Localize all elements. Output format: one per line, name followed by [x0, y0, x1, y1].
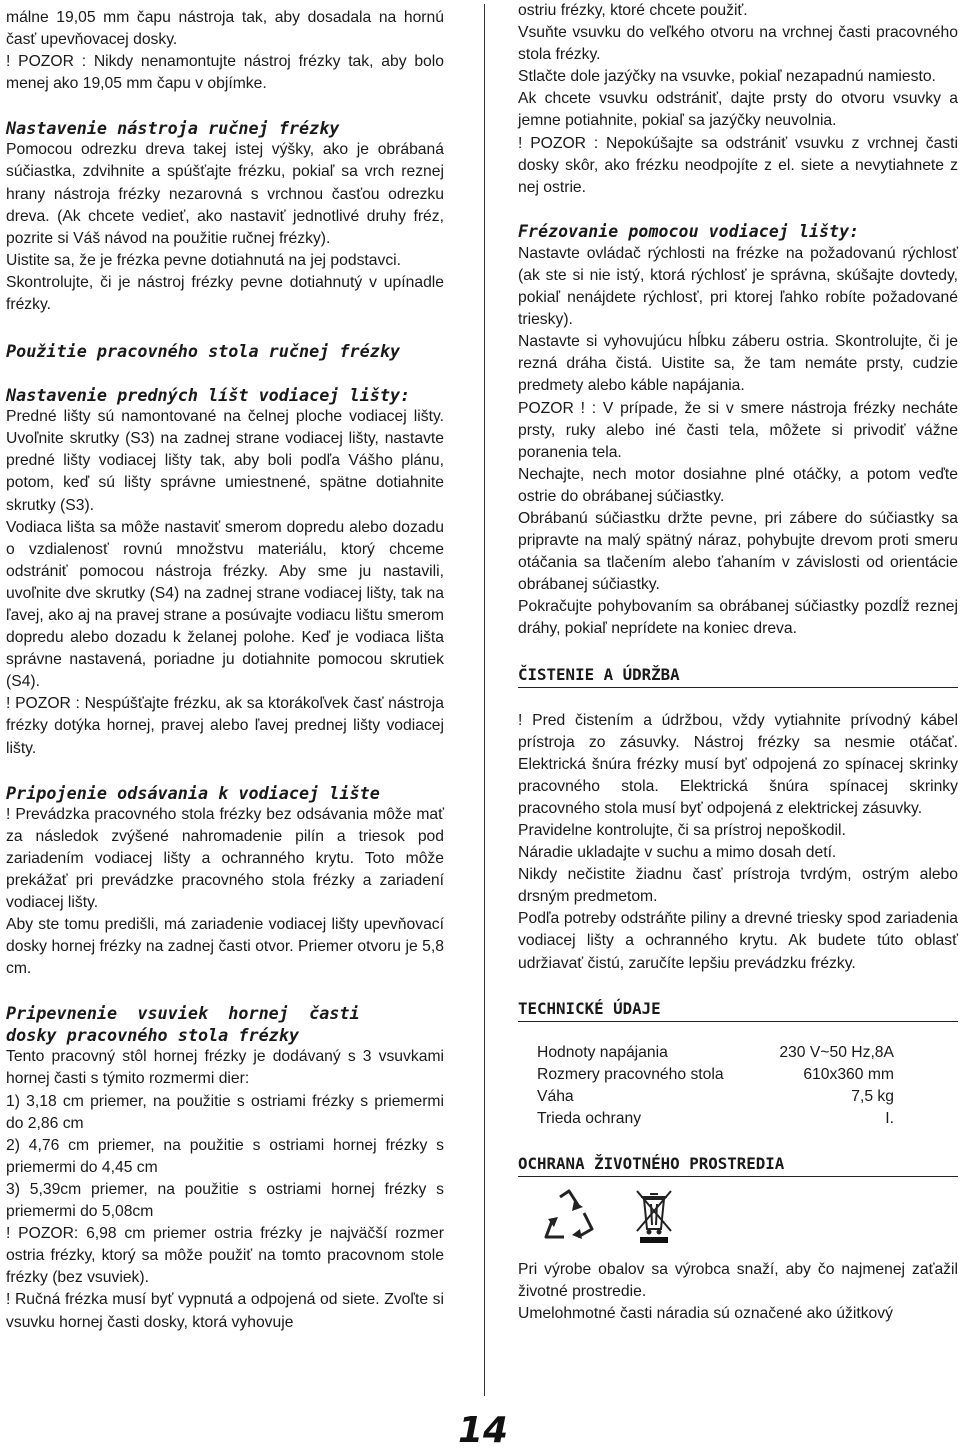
spec-label: Hodnoty napájania — [537, 1043, 668, 1061]
paragraph: Uistite sa, že je frézka pevne dotiahnutá na jej podstavci. — [6, 251, 402, 269]
section-title: Frézovanie pomocou vodiacej lišty: — [518, 221, 860, 241]
spec-table — [537, 1042, 894, 1130]
spec-value: 610x360 mm — [803, 1065, 894, 1083]
right-column — [518, 0, 958, 1325]
paragraph: Aby ste tomu predišli, má zariadenie vodiacej lišty upevňovací dosky hornej frézky na zadnej časti otvor. Priemer otvoru je 5,8 cm. — [6, 916, 444, 978]
section-title: ČISTENIE A ÚDRŽBA — [518, 665, 958, 688]
spec-value: I. — [885, 1109, 894, 1127]
section-dust-extraction — [6, 782, 444, 981]
intro-block — [6, 0, 444, 95]
paragraph: Stlačte dole jazýčky na vsuvke, pokiaľ nezapadnú namiesto. — [518, 68, 936, 86]
recycle-icon — [538, 1187, 600, 1245]
paragraph: Ak chcete vsuvku odstrániť, dajte prsty do otvoru vsuvky a jemne potiahnite, pokiaľ sa jazýčky neuvolnia. — [518, 90, 958, 130]
spec-value: 7,5 kg — [851, 1087, 894, 1105]
paragraph: Skontrolujte, či je nástroj frézky pevne dotiahnutý v upínadle frézky. — [6, 273, 444, 314]
paragraph: Vsuňte vsuvku do veľkého otvoru na vrchnej časti pracovného stola frézky. — [518, 24, 958, 64]
table-row — [537, 1064, 894, 1086]
paragraph: Obrábanú súčiastku držte pevne, pri zábere do súčiastky sa pripravte na malý spätný náraz, pohybujte drevom proti smeru otáčania sa tlačením alebo ťahaním v závislosti od orientácie obrábanej súčiastky. — [518, 509, 958, 594]
paragraph: POZOR ! : V prípade, že si v smere nástroja frézky necháte prsty, ruky alebo iné časti tela, môžete si privodiť vážne poranenia tela. — [518, 399, 958, 461]
intro-warning: ! POZOR : Nikdy nenamontujte nástroj frézky tak, aby bolo menej ako 19,05 mm čapu v objímke. — [6, 53, 444, 93]
section-cleaning — [518, 665, 958, 975]
paragraph: 3) 5,39cm priemer, na použitie s ostriami hornej frézky s priemermi do 5,08cm — [6, 1180, 444, 1221]
paragraph: ! POZOR : Nepokúšajte sa odstrániť vsuvku z vrchnej časti dosky skôr, ako frézku neodpojíte z el. siete a nevytiahnete z nej ostrie. — [518, 134, 958, 196]
paragraph: Pokračujte pohybovaním sa obrábanej súčiastky pozdĺž reznej dráhy, pokiaľ neprídete na koniec dreva. — [518, 598, 958, 638]
page-number: 14 — [458, 1410, 509, 1451]
paragraph: 2) 4,76 cm priemer, na použitie s ostriami hornej frézky s priemermi do 4,45 cm — [6, 1136, 444, 1176]
paragraph: Predné lišty sú namontované na čelnej ploche vodiacej lišty. Uvoľnite skrutky (S3) na zadnej strane vodiacej lišty, nastavte predné lišty vodiacej lišty tak, aby boli podľa Vášho plánu, potom, keď sú lišty správne umiestnené, spätne dotiahnite skrutky (S3). — [6, 408, 444, 514]
paragraph: ! Prevádzka pracovného stola frézky bez odsávania môže mať za následok zvýšené nahromadenie pilín a triesok pod zariadením vodiacej lišty a ochranného krytu. Toto môže prekážať pri prevádzke pracovného stola frézky a zariadení vodiacej lišty. — [6, 805, 444, 911]
section-title: Pripojenie odsávania k vodiacej lište — [6, 782, 380, 803]
spec-value: 230 V~50 Hz,8A — [779, 1043, 894, 1061]
section-title: OCHRANA ŽIVOTNÉHO PROSTREDIA — [518, 1154, 958, 1177]
section-title: TECHNICKÉ ÚDAJE — [518, 999, 958, 1022]
env-icons — [538, 1187, 958, 1245]
section-tool-setup — [6, 117, 444, 316]
table-row — [537, 1108, 894, 1130]
paragraph: Náradie ukladajte v suchu a mimo dosah detí. — [518, 844, 837, 862]
section-title-line2: dosky pracovného stola frézky — [6, 1025, 299, 1046]
paragraph: Podľa potreby odstráňte piliny a drevné triesky spod zariadenia vodiacej lišty a ochranného krytu. Ak budete túto oblasť udržiavať čistú, zaručíte lepšiu prevádzku frézky. — [518, 910, 958, 972]
paragraph: Pri výrobe obalov sa výrobca snaží, aby čo najmenej zaťažil životné prostredie. — [518, 1261, 958, 1301]
section-title: Nastavenie nástroja ručnej frézky — [6, 118, 340, 139]
paragraph: ! Pred čistením a údržbou, vždy vytiahnite prívodný kábel prístroja zo zásuvky. Nástroj frézky sa nesmie otáčať. Elektrická šnúra frézky musí byť odpojená zo spínacej skrinky pracovného stola. Elektrická šnúra spínacej skrinky pracovného stola musí byť odpojená z elektrickej zásuvky. — [518, 711, 958, 817]
spec-label: Váha — [537, 1087, 574, 1105]
left-column — [6, 0, 444, 1334]
paragraph: Nastavte ovládač rýchlosti na frézke na požadovanú rýchlosť (ak ste si nie istý, ktorá rýchlosť je správna, skúšajte dovtedy, pokiaľ nenájdete rýchlosť, pri ktorej ľahko robíte požadované triesky). — [518, 244, 958, 329]
paragraph: Pravidelne kontrolujte, či sa prístroj nepoškodil. — [518, 822, 846, 839]
section-table-use — [6, 340, 444, 362]
spec-label: Rozmery pracovného stola — [537, 1065, 724, 1083]
section-inserts — [6, 1002, 444, 1333]
section-environment — [518, 1154, 958, 1325]
paragraph: ! Ručná frézka musí byť vypnutá a odpojená od siete. Zvoľte si vsuvku hornej časti dosky, ktorá vyhovuje — [6, 1291, 444, 1331]
intro-para: málne 19,05 mm čapu nástroja tak, aby dosadala na hornú časť upevňovacej dosky. — [6, 9, 444, 49]
table-row — [537, 1086, 894, 1108]
section-front-rails — [6, 384, 444, 760]
column-divider — [484, 4, 485, 1396]
continued-block — [518, 0, 958, 199]
section-title-line1: Pripevnenie vsuviek hornej časti — [6, 1003, 360, 1024]
paragraph: Vodiaca lišta sa môže nastaviť smerom dopredu alebo dozadu o vzdialenosť rovnú množstvu materiálu, ktorý chceme odstrániť pomocou nástroja frézky. Aby sme ju nastavili, uvoľnite dve skrutky (S4) na zadnej strane vodiacej lišty, tak na ľavej, ako aj na pravej strane a posúvajte vodiacu lištu smerom dopredu alebo dozadu k želanej polohe. Keď je vodiaca lišta správne nastavená, poriadne ju dotiahnite pomocou skrutiek (S4). — [6, 518, 444, 691]
paragraph: ostriu frézky, ktoré chcete použiť. — [518, 2, 748, 19]
paragraph: Nastavte si vyhovujúcu hĺbku záberu ostria. Skontrolujte, či je rezná dráha čistá. Uistite sa, že tam nemáte prsty, cudzie predmety alebo káble napájania. — [518, 333, 958, 395]
section-title: Nastavenie predných líšt vodiacej lišty: — [6, 385, 411, 406]
paragraph: Nechajte, nech motor dosiahne plné otáčky, a potom veďte ostrie do obrábanej súčiastky. — [518, 465, 958, 505]
section-title: Použitie pracovného stola ručnej frézky — [6, 341, 401, 362]
paragraph: Nikdy nečistite žiadnu časť prístroja tvrdým, ostrým alebo drsným predmetom. — [518, 866, 958, 906]
paragraph: ! POZOR: 6,98 cm priemer ostria frézky je najväčší rozmer ostria frézky, ktorý sa môže použiť na tomto pracovnom stole frézky (bez vsuviek). — [6, 1225, 444, 1287]
spec-label: Trieda ochrany — [537, 1109, 642, 1127]
paragraph: 1) 3,18 cm priemer, na použitie s ostriami frézky s priemermi do 2,86 cm — [6, 1092, 444, 1132]
paragraph: Umelohmotné časti náradia sú označené ako úžitkový — [518, 1305, 893, 1323]
section-milling — [518, 221, 958, 641]
section-technical-data — [518, 999, 958, 1130]
paragraph: Pomocou odrezku dreva takej istej výšky, ako je obrábaná súčiastka, zdvihnite a spúšťajte frézku, pokiaľ sa vrch reznej hrany nástroja frézky nezarovná s vrchnou časťou odrezku dreva. (Ak chcete vedieť, ako nastaviť jednotlivé druhy fréz, pozrite si Váš návod na použitie ručnej frézky). — [6, 141, 444, 247]
table-row — [537, 1042, 894, 1064]
crossed-bin-icon — [634, 1187, 674, 1245]
paragraph: ! POZOR : Nespúšťajte frézku, ak sa ktorákoľvek časť nástroja frézky dotýka hornej, pravej alebo ľavej prednej lišty vodiacej lišty. — [6, 695, 444, 757]
paragraph: Tento pracovný stôl hornej frézky je dodávaný s 3 vsuvkami hornej časti s týmito rozmermi dier: — [6, 1048, 444, 1088]
